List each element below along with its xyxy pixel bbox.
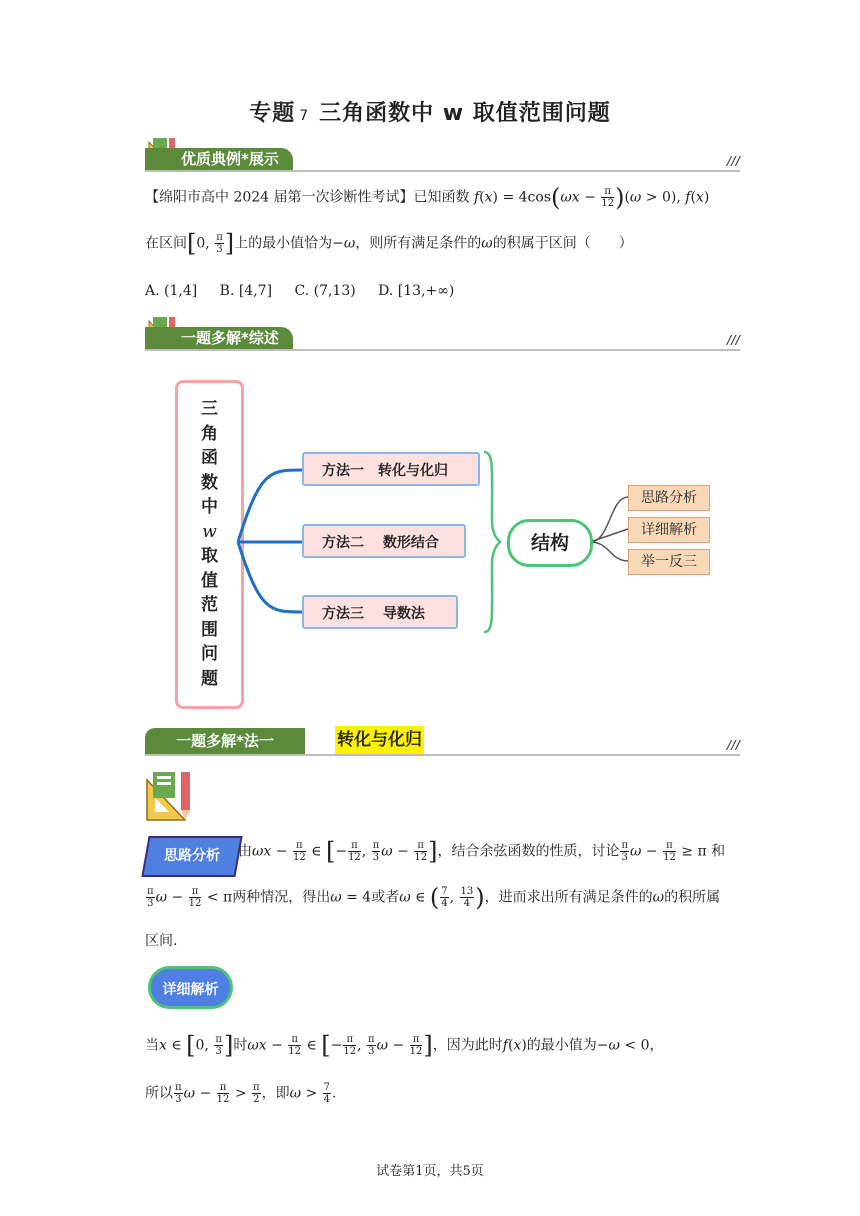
analysis-text: 由 [238,843,252,860]
detail-text: 时 [233,1037,248,1054]
mindmap-title-char: 数 [201,472,218,493]
method-3-box: 方法三 导数法 [302,595,458,629]
mindmap-title-char: 问 [201,644,218,664]
option-a: A. (1,4] [145,283,198,299]
connector-method-1 [238,470,302,542]
connector-leaf-2 [590,529,628,542]
analysis-badge [141,836,242,877]
problem-source: 【绵阳市高中 2024 届第一次诊断性考试】已知函数 [145,189,470,206]
method-1-box: 方法一 转化与化归 [302,452,480,486]
detail-text: 所以 [145,1085,173,1102]
problem-text-end: 的积属于区间（ ） [492,235,633,252]
mindmap-title-char: w [202,521,217,542]
connector-method-3 [238,542,302,612]
title-number: 7 [299,108,310,124]
option-b: B. [4,7] [219,283,273,299]
detail-text: ，因为此时 [432,1037,503,1054]
analysis-line-1: 由ωx − $\frac{\pi}{12}$ ∈ [− $\frac{\pi}{12}$ , $\frac{\pi}{3}$ ω − $\frac{\pi}{12}$ ]，结合余弦函数的性质，讨论 $\frac{\pi}{3}$ ω − $\frac{\pi}{12}$ ≥ π 和 [238,837,726,866]
section-slashes: /// [726,738,740,752]
section-slashes: /// [726,333,740,347]
problem-text-min: 上的最小值恰为 [234,235,333,252]
frac-pi-12: $\frac{\pi}{12}$ [601,186,615,209]
mindmap-title-char: 题 [201,668,218,689]
section-tab-1: 优质典例*展示 [145,148,293,170]
section-tab-3: 一题多解*法一 [145,728,305,754]
connector-leaf-3 [590,542,628,561]
mindmap-title-char: 中 [201,497,218,517]
detail-badge: 详细解析 [148,966,233,1009]
mindmap-title-char: 围 [201,619,218,640]
problem-text-cond: ，则所有满足条件的 [355,235,482,252]
analysis-text: 4或者 [362,889,400,906]
detail-text: ，即 [261,1085,290,1102]
analysis-text: 两种情况，得出 [232,889,331,906]
analysis-text: ，进而求出所有满足条件的 [484,889,653,906]
problem-line-1: 【绵阳市高中 2024 届第一次诊断性考试】已知函数 f(x) = 4cos(ωx − $\frac{\pi}{12}$ )(ω > 0), f(x) [145,183,710,212]
analysis-text: 和 [711,843,726,860]
leaf-detail: 详细解析 [628,517,710,543]
section-bar-3 [145,724,740,758]
method-2-box: 方法二 数形结合 [302,524,466,558]
analysis-text: 的积所属 [664,889,721,906]
analysis-line-3: 区间. [145,933,178,949]
detail-text: 当 [145,1037,159,1054]
ruler-pencil-icon [145,770,197,822]
mindmap-title-char: 取 [201,546,218,566]
option-d: D. [13,+∞) [378,283,455,299]
problem-line-2: 在区间[0, $\frac{\pi}{3}$ ]上的最小值恰为−ω，则所有满足条件的ω的积属于区间（ ） [145,229,633,258]
analysis-line-2: $\frac{\pi}{3}$ ω − $\frac{\pi}{12}$ < π两种情况，得出ω = 4或者ω ∈ ( $\frac{7}{4}$ , $\frac{13}{4}$ )，进而求出所有满足条件的ω的积所属 [147,883,721,912]
mindmap-title-char: 范 [201,595,218,615]
method-highlight: 转化与化归 [335,726,424,754]
detail-line-1: 当x ∈ [0, $\frac{\pi}{3}$ ]时ωx − $\frac{\pi}{12}$ ∈ [− $\frac{\pi}{12}$ , $\frac{\pi}{3}$ ω − $\frac{\pi}{12}$ ]，因为此时f(x)的最小值为−ω < 0， [145,1031,664,1060]
section-rule [145,754,740,756]
analysis-text: ，结合余弦函数的性质，讨论 [437,843,620,860]
leaf-extension: 举一反三 [628,549,710,575]
option-c: C. (7,13) [294,283,356,299]
section-slashes: /// [726,154,740,168]
structure-node: 结构 [507,519,593,567]
analysis-badge-label: 思路分析 [164,848,220,864]
frac-pi-3: $\frac{\pi}{3}$ [216,232,223,255]
page-footer: 试卷第1页，共5页 [376,1164,484,1179]
problem-text-interval: 在区间 [145,235,187,252]
mindmap-title-char: 函 [201,448,218,468]
mindmap-title-char: 三 [201,399,218,419]
detail-text: 的最小值为 [526,1037,597,1054]
bracket-green [484,452,500,632]
title-main: 三角函数中 w 取值范围问题 [319,101,611,126]
mindmap-title-char: 角 [201,423,218,444]
mindmap-title-char: 值 [201,570,218,591]
leaf-analysis: 思路分析 [628,485,710,511]
title-prefix: 专题 [249,101,296,126]
section-tab-2: 一题多解*综述 [145,327,293,349]
detail-line-2: 所以 $\frac{\pi}{3}$ ω − $\frac{\pi}{12}$ > $\frac{\pi}{2}$ ，即ω > $\frac{7}{4}$ . [145,1082,337,1105]
